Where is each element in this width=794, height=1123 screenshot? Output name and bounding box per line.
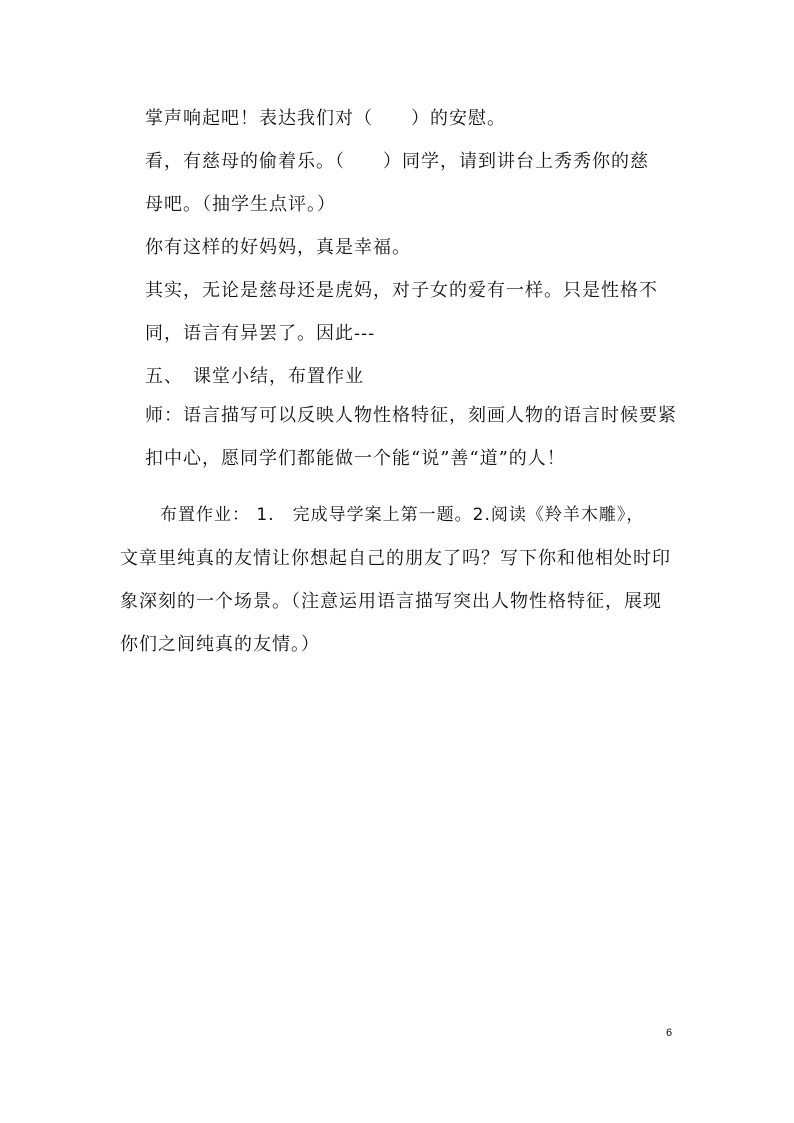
text-line-applause: 掌声响起吧！表达我们对（ ）的安慰。 xyxy=(145,108,506,129)
homework-line-1: 布置作业： 1. 完成导学案上第一题。2.阅读《羚羊木雕》， xyxy=(160,505,645,525)
text-line-happiness: 你有这样的好妈妈，真是幸福。 xyxy=(145,237,411,258)
text-line-teacher-remark: 师：语言描写可以反映人物性格特征，刻画人物的语言时候要紧 xyxy=(145,405,677,426)
text-line-kind-mother: 看，有慈母的偷着乐。（ ）同学，请到讲台上秀秀你的慈 xyxy=(145,151,649,172)
text-line-love-same: 其实，无论是慈母还是虎妈，对子女的爱有一样。只是性格不 xyxy=(145,280,658,301)
section-heading-summary: 五、 课堂小结，布置作业 xyxy=(145,366,364,387)
homework-line-2: 文章里纯真的友情让你想起自己的朋友了吗？写下你和他相处时印 xyxy=(120,548,671,569)
homework-line-4: 你们之间纯真的友情。） xyxy=(120,634,320,655)
text-line-closing: 扣中心，愿同学们都能做一个能“说”善“道”的人！ xyxy=(145,448,566,469)
page-number: 6 xyxy=(666,1027,673,1039)
homework-line-3: 象深刻的一个场景。（注意运用语言描写突出人物性格特征，展现 xyxy=(120,591,662,612)
text-line-therefore: 同，语言有异罢了。因此--- xyxy=(145,323,376,344)
text-line-student-review: 母吧。（抽学生点评。） xyxy=(145,194,336,215)
